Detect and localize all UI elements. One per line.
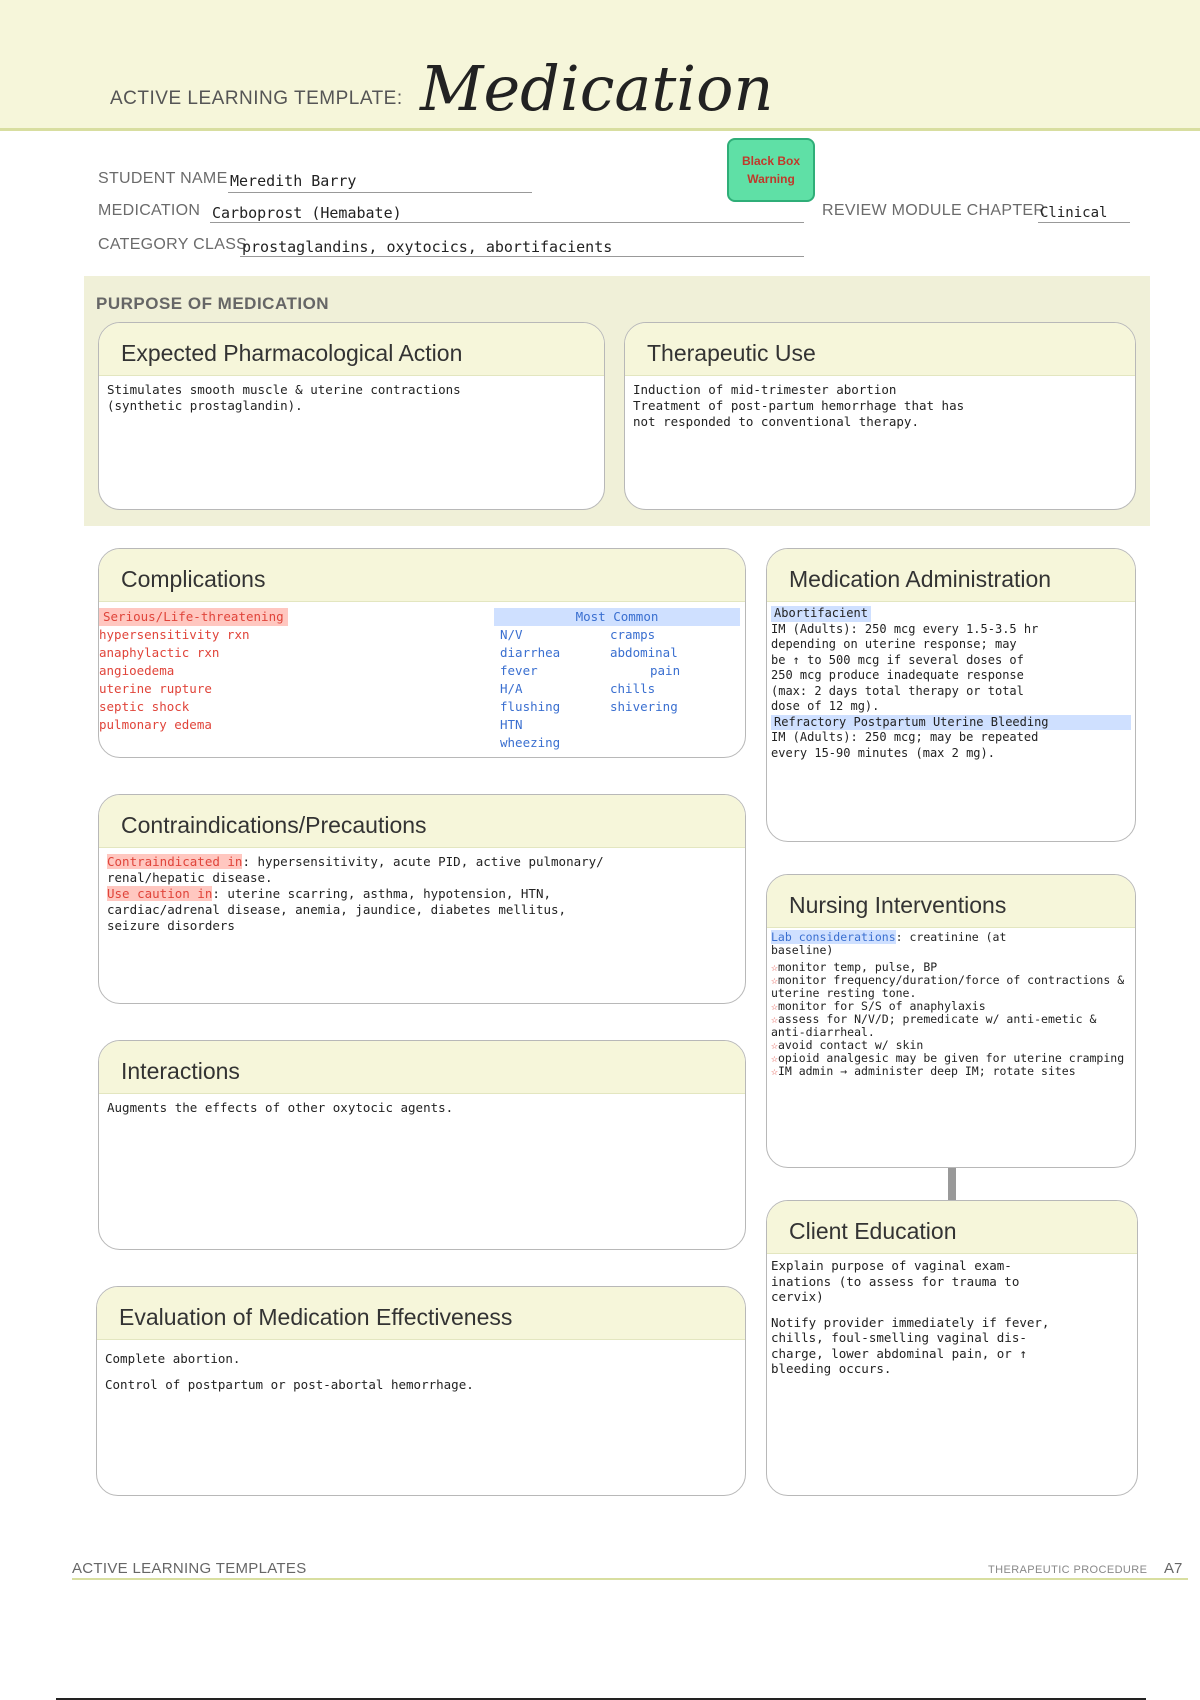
contraindications-box [98, 794, 746, 1004]
star-icon: ☆ [771, 1064, 778, 1078]
administration-body[interactable] [767, 602, 1135, 765]
therapeutic-use-box [624, 322, 1136, 510]
administration-line: every 15-90 minutes (max 2 mg). [771, 745, 995, 760]
administration-heading-2: Refractory Postpartum Uterine Bleeding [771, 715, 1131, 731]
evaluation-title: Evaluation of Medication Effectiveness [97, 1287, 745, 1340]
education-line: inations (to assess for trauma to [771, 1273, 1020, 1289]
client-education-box [766, 1200, 1138, 1496]
nursing-item: ☆monitor frequency/duration/force of contractions & uterine resting tone. [771, 973, 1125, 1000]
complications-title: Complications [99, 549, 745, 602]
common-left-list [500, 626, 560, 752]
education-line: Notify provider immediately if fever, [771, 1314, 1050, 1330]
nursing-item: ☆opioid analgesic may be given for uterine cramping [771, 1051, 1125, 1065]
badge-line-1: Black Box [741, 154, 801, 168]
category-class-value[interactable]: prostaglandins, oxytocics, abortifacients [242, 238, 613, 256]
serious-item: septic shock [99, 699, 190, 714]
administration-line: dose of 12 mg). [771, 699, 880, 713]
nursing-item: ☆assess for N/V/D; premedicate w/ anti-emetic & anti-diarrheal. [771, 1012, 1097, 1039]
expected-action-box [98, 322, 605, 510]
therapeutic-line: Induction of mid-trimester abortion [633, 382, 897, 397]
category-class-underline [240, 256, 804, 257]
common-item: flushing [500, 699, 561, 714]
contraindications-body[interactable] [99, 848, 745, 940]
evaluation-line: Control of postpartum or post-abortal hemorrhage. [105, 1377, 474, 1392]
administration-heading-1: Abortifacient [771, 606, 871, 622]
lab-considerations-text-2: baseline) [771, 943, 834, 957]
lab-considerations-text: : creatinine (at [895, 930, 1007, 944]
education-line: Explain purpose of vaginal exam- [771, 1258, 1012, 1273]
box-connector [948, 1168, 956, 1200]
star-icon: ☆ [771, 960, 778, 974]
common-item: wheezing [500, 735, 561, 750]
caution-text-3: seizure disorders [107, 918, 235, 933]
expected-action-body[interactable] [99, 376, 604, 420]
page-title: Medication [420, 52, 774, 125]
star-icon: ☆ [771, 1051, 778, 1065]
serious-item: hypersensitivity rxn [99, 627, 250, 642]
client-education-title: Client Education [767, 1201, 1137, 1254]
contraindicated-text: : hypersensitivity, acute PID, active pulmonary/ [242, 854, 604, 869]
student-name-value[interactable]: Meredith Barry [230, 172, 357, 190]
purpose-title: PURPOSE OF MEDICATION [96, 294, 330, 313]
student-name-label: STUDENT NAME [98, 170, 228, 187]
education-line: cervix) [771, 1289, 824, 1304]
interactions-box [98, 1040, 746, 1250]
common-item: fever [500, 663, 538, 678]
common-column [494, 608, 740, 750]
complications-box [98, 548, 746, 758]
footer-rule [72, 1578, 1188, 1580]
administration-line: IM (Adults): 250 mcg every 1.5-3.5 hr [771, 621, 1039, 636]
common-right-list [610, 626, 680, 716]
footer-code: A7 [1164, 1560, 1183, 1577]
administration-line: depending on uterine response; may [771, 637, 1017, 651]
nursing-item: ☆monitor temp, pulse, BP [771, 960, 938, 974]
category-class-label: CATEGORY CLASS [98, 236, 248, 253]
administration-line: (max: 2 days total therapy or total [771, 683, 1024, 698]
client-education-body[interactable] [767, 1254, 1137, 1381]
common-item: chills [610, 681, 656, 696]
contraindicated-text-2: renal/hepatic disease. [107, 870, 273, 885]
common-item: H/A [500, 681, 523, 696]
contraindicated-label: Contraindicated in [107, 854, 243, 869]
interactions-body[interactable] [99, 1094, 745, 1122]
serious-heading: Serious/Life-threatening [99, 608, 288, 626]
common-item: HTN [500, 717, 523, 732]
interactions-text: Augments the effects of other oxytocic agents. [107, 1100, 454, 1115]
common-item: cramps [610, 627, 656, 642]
evaluation-box [96, 1286, 746, 1496]
nursing-item: ☆avoid contact w/ skin [771, 1038, 924, 1052]
common-item: pain [650, 663, 681, 678]
common-item: abdominal [610, 645, 678, 660]
medication-value[interactable]: Carboprost (Hemabate) [212, 204, 402, 222]
administration-title: Medication Administration [767, 549, 1135, 602]
education-line: bleeding occurs. [771, 1361, 892, 1376]
star-icon: ☆ [771, 999, 778, 1013]
lab-considerations-label: Lab considerations [771, 930, 896, 944]
review-module-label: REVIEW MODULE CHAPTER [822, 202, 1046, 219]
footer-left: ACTIVE LEARNING TEMPLATES [72, 1560, 307, 1577]
template-label: ACTIVE LEARNING TEMPLATE: [110, 88, 403, 109]
administration-line: 250 mcg produce inadequate response [771, 668, 1024, 682]
serious-item: pulmonary edema [99, 717, 212, 732]
nursing-item: ☆monitor for S/S of anaphylaxis [771, 999, 986, 1013]
administration-line: IM (Adults): 250 mcg; may be repeated [771, 730, 1039, 744]
complications-body[interactable] [99, 602, 745, 752]
caution-text: : uterine scarring, asthma, hypotension, HTN, [212, 886, 552, 901]
nursing-interventions-box [766, 874, 1136, 1168]
serious-column [99, 608, 429, 734]
therapeutic-line: not responded to conventional therapy. [633, 414, 919, 429]
education-line: charge, lower abdominal pain, or ↑ [771, 1345, 1027, 1361]
serious-item: anaphylactic rxn [99, 645, 220, 660]
caution-label: Use caution in [107, 886, 213, 901]
nursing-interventions-body[interactable] [767, 928, 1135, 1081]
serious-item: uterine rupture [99, 681, 212, 696]
common-heading: Most Common [494, 608, 740, 626]
common-item: diarrhea [500, 645, 561, 660]
medication-underline [210, 222, 804, 223]
review-module-value[interactable]: Clinical [1040, 205, 1108, 221]
administration-box [766, 548, 1136, 842]
star-icon: ☆ [771, 1038, 778, 1052]
footer-right: THERAPEUTIC PROCEDURE [988, 1564, 1148, 1576]
evaluation-body[interactable] [97, 1340, 745, 1404]
common-item: N/V [500, 627, 523, 642]
interactions-title: Interactions [99, 1041, 745, 1094]
review-module-underline [1038, 222, 1130, 223]
star-icon: ☆ [771, 973, 778, 987]
education-line: chills, foul-smelling vaginal dis- [771, 1330, 1027, 1345]
nursing-item: ☆IM admin → administer deep IM; rotate sites [771, 1064, 1076, 1078]
expected-line: Stimulates smooth muscle & uterine contractions [107, 382, 461, 397]
caution-text-2: cardiac/adrenal disease, anemia, jaundice, diabetes mellitus, [107, 902, 567, 917]
evaluation-line: Complete abortion. [105, 1351, 241, 1366]
expected-line: (synthetic prostaglandin). [107, 398, 303, 413]
common-item: shivering [610, 699, 678, 714]
contraindications-title: Contraindications/Precautions [99, 795, 745, 848]
badge-line-2: Warning [747, 172, 795, 186]
star-icon: ☆ [771, 1012, 778, 1026]
black-box-warning-badge [727, 138, 815, 202]
therapeutic-use-body[interactable] [625, 376, 1135, 436]
serious-item: angioedema [99, 663, 175, 678]
therapeutic-line: Treatment of post-partum hemorrhage that has [633, 398, 965, 413]
expected-action-title: Expected Pharmacological Action [99, 323, 604, 376]
administration-line: be ↑ to 500 mcg if several doses of [771, 652, 1024, 667]
nursing-interventions-title: Nursing Interventions [767, 875, 1135, 928]
student-name-underline [228, 192, 532, 193]
medication-label: MEDICATION [98, 202, 201, 219]
therapeutic-use-title: Therapeutic Use [625, 323, 1135, 376]
